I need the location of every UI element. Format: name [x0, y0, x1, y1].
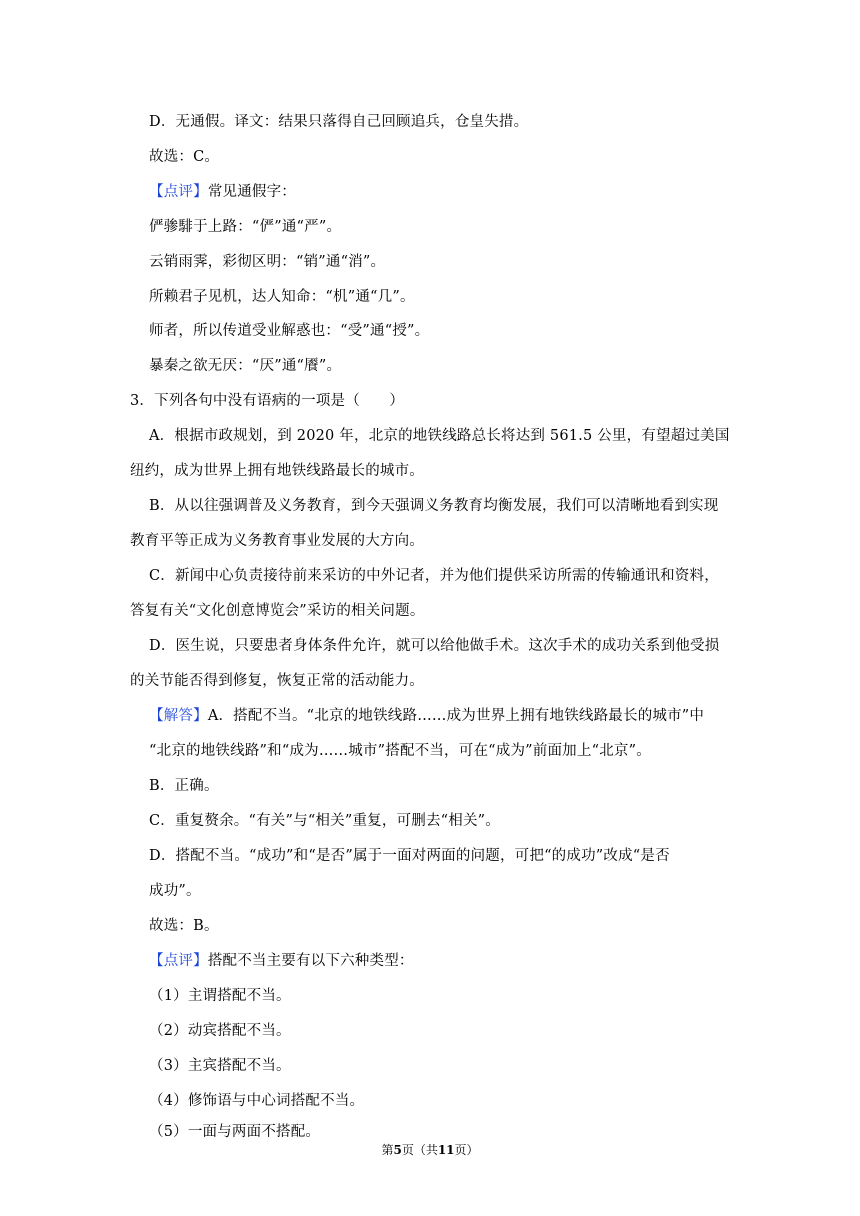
solution-choice-line: 故选：B。 — [149, 918, 219, 934]
option-a-continuation: 纽约，成为世界上拥有地铁线路最长的城市。 — [130, 463, 424, 479]
comment-tag: 【点评】 — [149, 953, 208, 969]
comment-heading-line: 【点评】常见通假字： — [149, 184, 297, 200]
comment-tag: 【点评】 — [149, 184, 208, 200]
comment-heading-line: 【点评】搭配不当主要有以下六种类型： — [149, 953, 414, 969]
page-footer: 第5页（共11页） — [381, 1143, 479, 1157]
solution-b-line: B．正确。 — [149, 778, 219, 794]
option-d-line: D．医生说，只要患者身体条件允许，就可以给他做手术。这次手术的成功关系到他受损 — [149, 638, 720, 654]
option-d-continuation: 的关节能否得到修复，恢复正常的活动能力。 — [130, 673, 424, 689]
question-3-stem: 3．下列各句中没有语病的一项是（ ） — [130, 393, 405, 409]
solution-d-continuation: 成功”。 — [149, 883, 201, 899]
list-item: （5）一面与两面不搭配。 — [149, 1124, 321, 1140]
tongjia-example-line: 俨骖騑于上路：“俨”通“严”。 — [149, 219, 342, 235]
page-total: 11 — [437, 1143, 455, 1157]
answer-d-line: D．无通假。译文：结果只落得自己回顾追兵，仓皇失措。 — [149, 114, 529, 130]
tongjia-example-line: 云销雨霁，彩彻区明：“销”通“消”。 — [149, 254, 386, 270]
solution-tag: 【解答】 — [149, 708, 208, 724]
option-b-continuation: 教育平等正成为义务教育事业发展的大方向。 — [130, 533, 424, 549]
list-item: （1）主谓搭配不当。 — [149, 988, 291, 1004]
solution-c-line: C．重复赘余。“有关”与“相关”重复，可删去“相关”。 — [149, 813, 500, 829]
answer-choice-line: 故选：C。 — [149, 149, 220, 165]
list-item: （3）主宾搭配不当。 — [149, 1058, 291, 1074]
solution-heading-line: 【解答】A．搭配不当。“北京的地铁线路……成为世界上拥有地铁线路最长的城市”中 — [149, 708, 705, 724]
list-item: （4）修饰语与中心词搭配不当。 — [149, 1093, 365, 1109]
option-b-line: B．从以往强调普及义务教育，到今天强调义务教育均衡发展，我们可以清晰地看到实现 — [149, 498, 719, 514]
option-c-continuation: 答复有关“文化创意博览会”采访的相关问题。 — [130, 603, 425, 619]
solution-d-line: D．搭配不当。“成功”和“是否”属于一面对两面的问题，可把“的成功”改成“是否 — [149, 848, 670, 864]
page-number: 5 — [393, 1143, 402, 1157]
solution-continuation: “北京的地铁线路”和“成为……城市”搭配不当，可在“成为”前面加上“北京”。 — [149, 743, 651, 759]
tongjia-example-line: 所赖君子见机，达人知命：“机”通“几”。 — [149, 289, 415, 305]
list-item: （2）动宾搭配不当。 — [149, 1023, 291, 1039]
option-c-line: C．新闻中心负责接待前来采访的中外记者，并为他们提供采访所需的传输通讯和资料， — [149, 568, 719, 584]
tongjia-example-line: 师者，所以传道受业解惑也：“受”通“授”。 — [149, 323, 430, 339]
option-a-line: A．根据市政规划，到 2020 年，北京的地铁线路总长将达到 561.5 公里，有望超过美国 — [149, 428, 730, 444]
tongjia-example-line: 暴秦之欲无厌：“厌”通“餍”。 — [149, 358, 342, 374]
